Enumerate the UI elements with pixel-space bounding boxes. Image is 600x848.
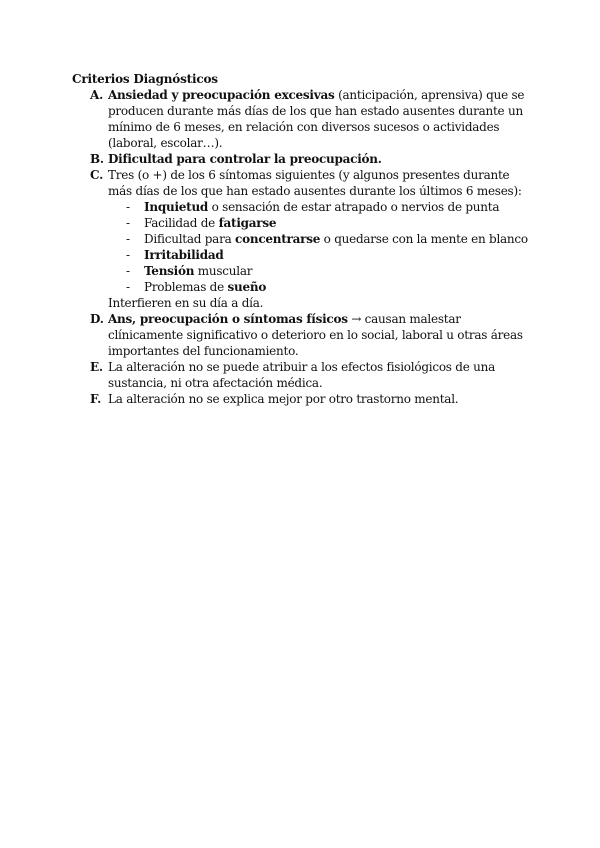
symptom-item [72, 263, 532, 279]
symptom-3-pre: Dificultad para [144, 232, 236, 246]
criterion-c-text: Tres (o +) de los 6 síntomas siguientes (y algunos presentes durante más días de los que han estado ausentes durante los últimos 6 meses): [108, 168, 522, 198]
criterion-a-bold: Ansiedad y preocupación excesivas [108, 88, 335, 102]
criterion-d [72, 311, 532, 359]
criterion-c-letter: C . [90, 167, 103, 183]
symptom-item [72, 247, 532, 263]
criterion-c [72, 167, 532, 199]
symptom-3-text: o quedarse con la mente en blanco [320, 232, 528, 246]
criterion-b-bold: Dificultad para controlar la preocupación. [108, 152, 382, 166]
criterion-d-bold: Ans, preocupación o síntomas físicos [108, 312, 348, 326]
symptom-item [72, 231, 532, 247]
symptom-6-pre: Problemas de [144, 280, 228, 294]
criterion-f [72, 391, 532, 407]
dash-bullet: - [126, 248, 130, 262]
symptom-4-bold: Irritabilidad [144, 248, 224, 262]
criterion-f-letter: F . [90, 391, 101, 407]
criterion-e-text: La alteración no se puede atribuir a los efectos fisiológicos de una sustancia, ni otra afectación médica. [108, 360, 495, 390]
symptom-6-bold: sueño [227, 280, 267, 294]
criterion-b [72, 151, 532, 167]
symptom-3-bold: concentrarse [235, 232, 321, 246]
symptom-2-bold: fatigarse [218, 216, 277, 230]
criterion-a [72, 87, 532, 151]
dash-bullet: - [126, 280, 130, 294]
symptom-1-bold: Inquietud [144, 200, 209, 214]
criterion-e-letter: E . [90, 359, 103, 375]
dash-bullet: - [126, 216, 130, 230]
symptom-item [72, 199, 532, 215]
document-content [72, 71, 532, 407]
symptom-5-text: muscular [194, 264, 253, 278]
symptom-item [72, 215, 532, 231]
dash-bullet: - [126, 200, 130, 214]
symptom-2-text: Facilidad de [144, 216, 219, 230]
criterion-f-text: La alteración no se explica mejor por otro trastorno mental. [108, 392, 459, 406]
symptoms-note: Interfieren en su día a día. [108, 296, 264, 310]
section-heading: Criterios Diagnósticos [72, 72, 218, 86]
symptom-1-text: o sensación de estar atrapado o nervios de punta [208, 200, 500, 214]
criterion-a-text: (anticipación, aprensiva) que se producen durante más días de los que han estado ausentes durante un mínimo de 6 meses, en relación con diversos sucesos o actividades (laboral, escolar…). [108, 88, 525, 150]
dash-bullet: - [126, 264, 130, 278]
criterion-d-text: → causan malestar clínicamente significativo o deterioro en lo social, laboral u otras áreas importantes del funcionamiento. [108, 312, 523, 358]
symptom-5-bold: Tensión [144, 264, 195, 278]
criterion-b-letter: B . [90, 151, 104, 167]
criterion-a-letter: A . [90, 87, 103, 103]
criterion-e [72, 359, 532, 391]
criterion-d-letter: D . [90, 311, 104, 327]
dash-bullet: - [126, 232, 130, 246]
symptom-item [72, 279, 532, 295]
